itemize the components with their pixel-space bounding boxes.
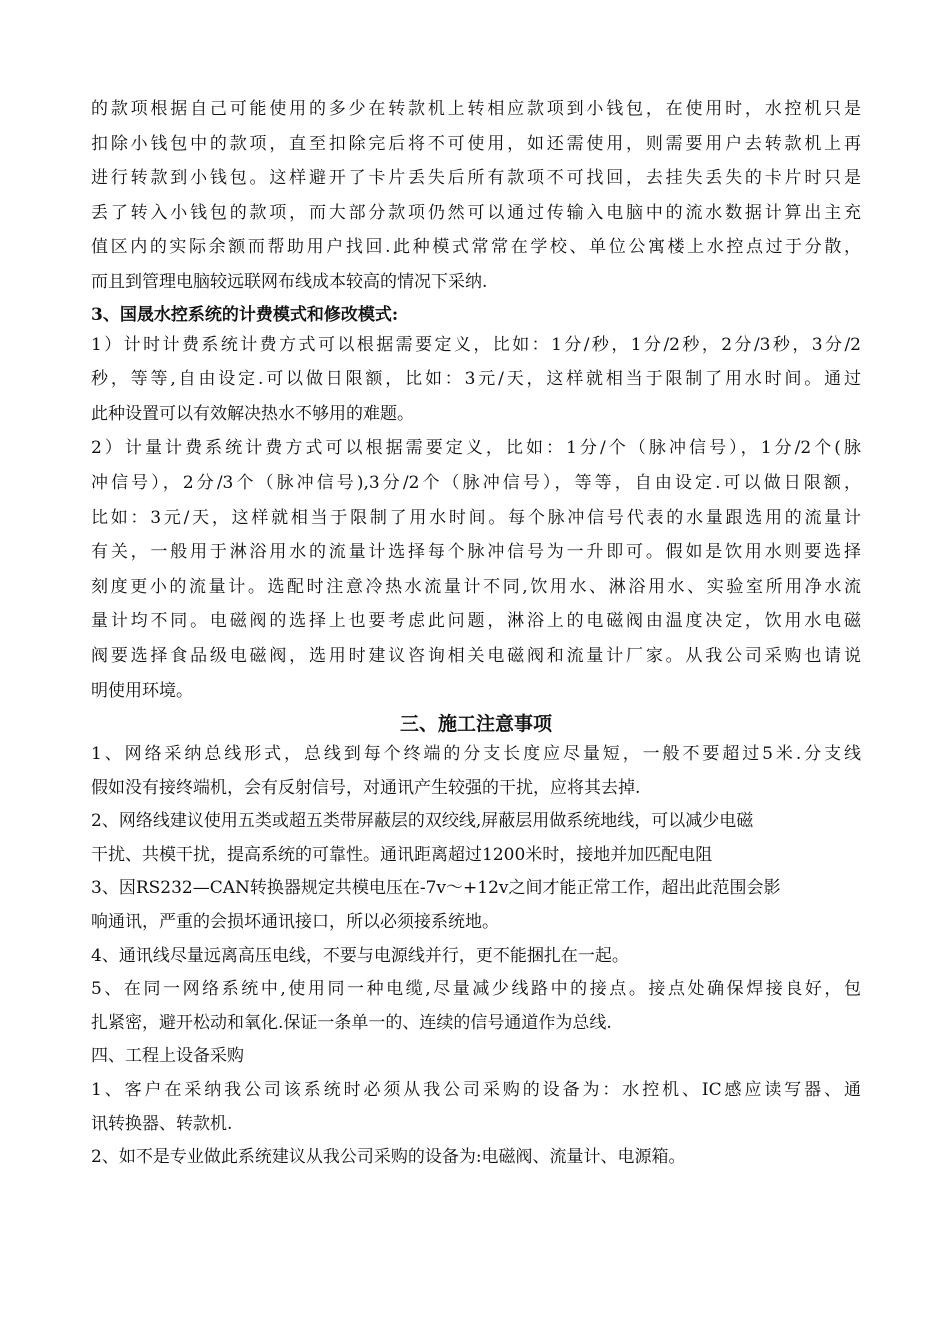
- text-line: 2）计量计费系统计费方式可以根据需要定义，比如：1分/个（脉冲信号），1分/2个(脉: [91, 438, 861, 459]
- heading-billing-modes: 3、国晟水控系统的计费模式和修改模式:: [91, 304, 399, 325]
- text-line: 扎紧密，避开松动和氧化.保证一条单一的、连续的信号通道作为总线.: [91, 1012, 612, 1033]
- billing-time-paragraph: [91, 328, 861, 432]
- text-line: 比如：3元/天，这样就相当于限制了用水时间。每个脉冲信号代表的水量跟选用的流量计: [91, 507, 861, 528]
- construction-notes: [91, 738, 861, 1040]
- text-line: 的款项根据自己可能使用的多少在转款机上转相应款项到小钱包，在使用时，水控机只是: [91, 99, 861, 119]
- section-title-procurement: 四、工程上设备采购: [91, 1046, 244, 1067]
- section-title-construction: 三、施工注意事项: [399, 713, 552, 736]
- text-line: 冲信号），2分/3个（脉冲信号),3分/2个（脉冲信号），等等，自由设定.可以做日限额，: [91, 472, 861, 493]
- text-line: 讯转换器、转款机.: [91, 1113, 233, 1134]
- text-line: 4、通讯线尽量远离高压电线，不要与电源线并行，更不能捆扎在一起。: [91, 945, 629, 966]
- text-line: 进行转款到小钱包。这样避开了卡片丢失后所有款项不可找回，去挂失丢失的卡片时只是: [91, 168, 861, 189]
- text-line: 丢了转入小钱包的款项，而大部分款项仍然可以通过传输入电脑中的流水数据计算出主充: [91, 202, 861, 223]
- text-line: 阀要选择食品级电磁阀，选用时建议咨询相关电磁阀和流量计厂家。从我公司采购也请说: [91, 645, 861, 666]
- text-line: 假如没有接终端机，会有反射信号，对通讯产生较强的干扰，应将其去掉.: [91, 777, 641, 798]
- billing-volume-paragraph: [91, 431, 861, 708]
- text-line: 3、因RS232—CAN转换器规定共模电压在-7v～+12v之间才能正常工作，超出此范围会影: [91, 878, 781, 899]
- text-line: 值区内的实际余额而帮助用户找回.此种模式常常在学校、单位公寓楼上水控点过于分散，: [91, 237, 861, 258]
- text-line: 1、客户在采纳我公司该系统时必须从我公司采购的设备为：水控机、IC感应读写器、通: [91, 1080, 861, 1101]
- text-line: 量计均不同。电磁阀的选择上也要考虑此问题，淋浴上的电磁阀由温度决定，饮用水电磁: [91, 611, 861, 632]
- intro-paragraph: [91, 92, 861, 300]
- text-line: 而且到管理电脑较远联网布线成本较高的情况下采纳.: [91, 271, 488, 292]
- document-page: [91, 92, 861, 1175]
- text-line: 2、如不是专业做此系统建议从我公司采购的设备为:电磁阀、流量计、电源箱。: [91, 1147, 686, 1168]
- text-line: 此种设置可以有效解决热水不够用的难题。: [91, 403, 414, 424]
- text-line: 响通讯，严重的会损坏通讯接口，所以必须接系统地。: [91, 912, 499, 933]
- text-line: 扣除小钱包中的款项，直至扣除完后将不可使用，如还需使用，则需要用户去转款机上再: [91, 133, 861, 154]
- text-line: 1、网络采纳总线形式，总线到每个终端的分支长度应尽量短，一般不要超过5米.分支线: [91, 744, 861, 765]
- text-line: 干扰、共模干扰，提高系统的可靠性。通讯距离超过1200米时，接地并加匹配电阻: [91, 844, 713, 865]
- text-line: 刻度更小的流量计。选配时注意冷热水流量计不同,饮用水、淋浴用水、实验室所用净水流: [91, 576, 861, 597]
- text-line: 明使用环境。: [91, 680, 193, 701]
- text-line: 2、网络线建议使用五类或超五类带屏蔽层的双绞线,屏蔽层用做系统地线，可以减少电磁: [91, 811, 754, 832]
- text-line: 有关，一般用于淋浴用水的流量计选择每个脉冲信号为一升即可。假如是饮用水则要选择: [91, 542, 861, 563]
- procurement-notes: [91, 1074, 861, 1175]
- text-line: 1）计时计费系统计费方式可以根据需要定义，比如：1分/秒，1分/2秒，2分/3秒，3分/2: [91, 334, 861, 355]
- text-line: 5、在同一网络系统中,使用同一种电缆,尽量减少线路中的接点。接点处确保焊接良好，包: [91, 979, 861, 1000]
- text-line: 秒，等等,自由设定.可以做日限额，比如：3元/天，这样就相当于限制了用水时间。通过: [91, 369, 861, 390]
